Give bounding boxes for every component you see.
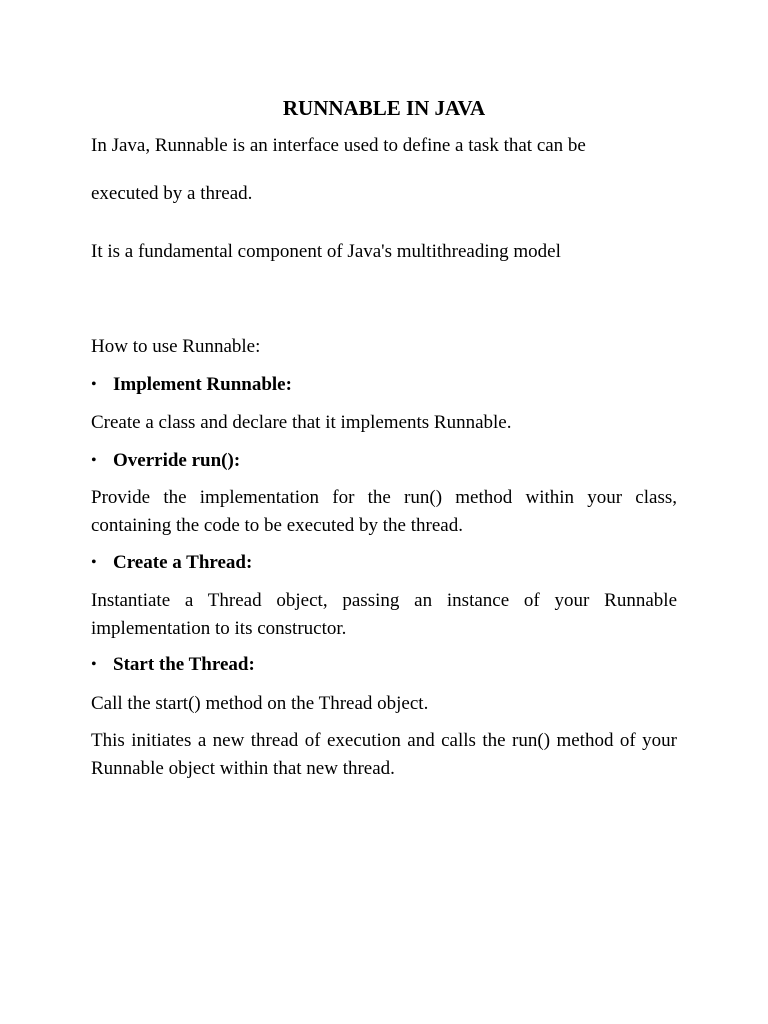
intro-line-1: In Java, Runnable is an interface used to define a task that can be xyxy=(91,135,586,156)
step-heading: Implement Runnable: xyxy=(113,374,292,395)
step-heading: Create a Thread: xyxy=(113,552,253,573)
bullet-icon: • xyxy=(91,376,97,393)
step-text: Provide the implementation for the run() method within your class, containing the code to be executed by the thread. xyxy=(91,487,677,536)
step-text: Instantiate a Thread object, passing an instance of your Runnable implementation to its constructor. xyxy=(91,590,677,639)
intro-line-2: executed by a thread. xyxy=(91,183,253,204)
howto-heading: How to use Runnable: xyxy=(91,336,261,357)
closing-paragraph: This initiates a new thread of execution and calls the run() method of your Runnable object within that new thread. xyxy=(91,730,677,779)
bullet-icon: • xyxy=(91,452,97,469)
step-heading: Start the Thread: xyxy=(113,654,255,675)
step-heading: Override run(): xyxy=(113,450,241,471)
bullet-icon: • xyxy=(91,554,97,571)
step-text: Call the start() method on the Thread object. xyxy=(91,693,429,714)
bullet-icon: • xyxy=(91,656,97,673)
fundamental-paragraph: It is a fundamental component of Java's multithreading model xyxy=(91,241,561,262)
document-title: RUNNABLE IN JAVA xyxy=(282,96,486,120)
step-text: Create a class and declare that it implements Runnable. xyxy=(91,412,512,433)
